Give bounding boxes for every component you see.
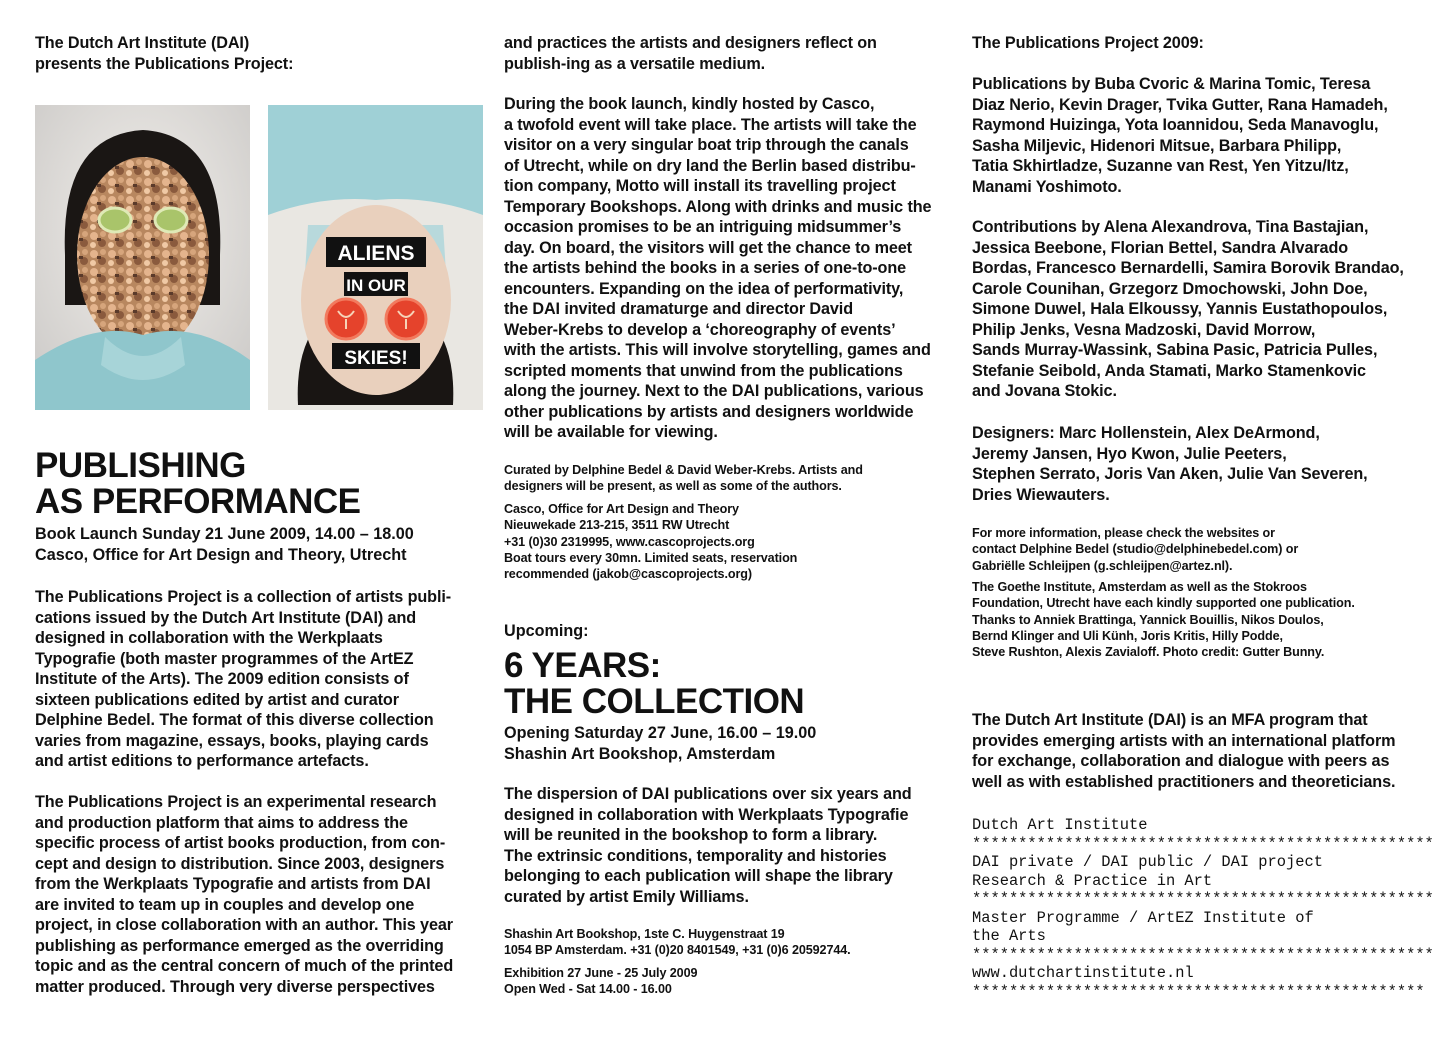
dai-website-link[interactable]: www.dutchartinstitute.nl <box>972 964 1194 982</box>
shashin-address: Shashin Art Bookshop, 1ste C. Huygenstraat 19 1054 BP Amsterdam. +31 (0)20 8401549, +31 (0)6 20592744. <box>504 927 851 958</box>
dispersion-paragraph: The dispersion of DAI publications over six years and designed in collaboration with Werkplaats Typografie will be reunited in the bookshop to form a library. The extrinsic conditions, temporality and histories belonging to each publication will shape the library curated by artist Emily Williams. <box>504 785 912 906</box>
casco-address: Casco, Office for Art Design and Theory Nieuwekade 213-215, 3511 RW Utrecht +31 (0)30 2319995, www.cascoprojects.org Boat tours every 30mn. Limited seats, reservation recommended (jakob@cascoprojects.org) <box>504 502 798 582</box>
publications-project-2009-heading: The Publications Project 2009: <box>972 34 1204 52</box>
svg-text:IN OUR: IN OUR <box>346 276 406 295</box>
intro-text: The Dutch Art Institute (DAI) presents the Publications Project: <box>35 34 294 73</box>
svg-text:ALIENS: ALIENS <box>337 242 415 265</box>
exhibition-dates: Exhibition 27 June - 25 July 2009 Open Wed - Sat 14.00 - 16.00 <box>504 966 698 997</box>
designers-list: Designers: Marc Hollenstein, Alex DeArmond, Jeremy Jansen, Hyo Kwon, Julie Peeters, Stephen Serrato, Joris Van Aken, Julie Van Severen, Dries Wiewauters. <box>972 424 1368 504</box>
dai-about-paragraph: The Dutch Art Institute (DAI) is an MFA program that provides emerging artists with an international platform for exchange, collaboration and dialogue with peers as well as with established practitioners and theoreticians. <box>972 711 1396 791</box>
upcoming-label: Upcoming: <box>504 622 589 640</box>
curated-by-text: Curated by Delphine Bedel & David Weber-Krebs. Artists and designers will be present, as well as some of the authors. <box>504 463 863 494</box>
collection-title: 6 YEARS: THE COLLECTION <box>504 646 805 721</box>
publications-list: Publications by Buba Cvoric & Marina Tomic, Teresa Diaz Nerio, Kevin Drager, Tvika Gutter, Rana Hamadeh, Raymond Huizinga, Yota Ioannidou, Seda Manavoglu, Sasha Miljevic, Hidenori Mitsue, Barbara Philipp, Tatia Skhirtladze, Suzanne van Rest, Yen Yitzu/Itz, Manami Yoshimoto. <box>972 75 1388 196</box>
publishing-title: PUBLISHING AS PERFORMANCE <box>35 446 361 521</box>
thanks-text: The Goethe Institute, Amsterdam as well as the Stokroos Foundation, Utrecht have each kindly supported one publication. Thanks to Anniek Brattinga, Yannick Bouillis, Nikos Doulos, Bernd Klinger and Uli Künh, Joris Kritis, Hilly Podde, Steve Rushton, Alexis Zavialoff. Photo credit: Gutter Bunny. <box>972 580 1355 660</box>
dai-mono-block: Dutch Art Institute ************************************************** DAI private / DAI public / DAI project Research & Practice in Art ************************************************** Master Programme / ArtEZ Institute of the Arts ************************************************** www.dutchartinstitute.nl ************************************************* <box>972 816 1434 1001</box>
opening-details: Opening Saturday 27 June, 16.00 – 19.00 Shashin Art Bookshop, Amsterdam <box>504 724 817 763</box>
more-information-text: For more information, please check the websites or contact Delphine Bedel (studio@delphinebedel.com) or Gabriëlle Schleijpen (g.schleijpen@artez.nl). <box>972 526 1299 573</box>
book-launch-details: Book Launch Sunday 21 June 2009, 14.00 – 18.00 Casco, Office for Art Design and Theory, Utrecht <box>35 525 414 564</box>
publications-project-paragraph-1: The Publications Project is a collection of artists publi- cations issued by the Dutch Art Institute (DAI) and designed in collaboration with the Werkplaats Typografie (both master programmes of the ArtEZ Institute of the Arts). The 2009 edition consists of sixteen publications edited by artist and curator Delphine Bedel. The format of this diverse collection varies from magazine, essays, books, playing cards and artist editions to performance artefacts. <box>35 588 452 770</box>
practices-continuation: and practices the artists and designers reflect on publish-ing as a versatile medium. <box>504 34 877 73</box>
contributions-list: Contributions by Alena Alexandrova, Tina Bastajian, Jessica Beebone, Florian Bettel, Sandra Alvarado Bordas, Francesco Bernardelli, Samira Borovik Brandao, Carole Counihan, Grzegorz Dmochowski, John Doe, Simone Duwel, Hala Elkoussy, Yannis Eustathopoulos, Philip Jenks, Vesna Madzoski, David Morrow, Sands Murray-Wassink, Sabina Pasic, Patricia Pulles, Stefanie Seibold, Anda Stamati, Marko Stamenkovic and Jovana Stokic. <box>972 218 1404 400</box>
photo-aliens-face <box>268 105 483 410</box>
svg-text:SKIES!: SKIES! <box>344 348 408 369</box>
book-launch-paragraph: During the book launch, kindly hosted by Casco, a twofold event will take place. The artists will take the visitor on a very singular boat trip through the canals of Utrecht, while on dry land the Berlin based distribu- tion company, Motto will install its travelling project Temporary Bookshops. Along with drinks and music the occasion promises to be an intriguing midsummer’s day. On board, the visitors will get the chance to meet the artists behind the books in a series of one-to-one encounters. Expanding on the idea of performativity, the DAI invited dramaturge and director David Weber-Krebs to develop a ‘choreography of events’ with the artists. This will involve storytelling, games and scripted moments that unwind from the publications along the journey. Next to the DAI publications, various other publications by artists and designers worldwide will be available for viewing. <box>504 95 932 441</box>
publications-project-paragraph-2: The Publications Project is an experimental research and production platform that aims to address the specific process of artist books production, from con- cept and design to distribution. Since 2003, designers from the Werkplaats Typografie and artists from DAI are invited to team up in couples and develop one project, in close collaboration with an author. This year publishing as performance emerged as the overriding topic and as the central concern of much of the printed matter produced. Through very diverse perspectives <box>35 793 454 996</box>
photo-collage-face <box>35 105 250 410</box>
